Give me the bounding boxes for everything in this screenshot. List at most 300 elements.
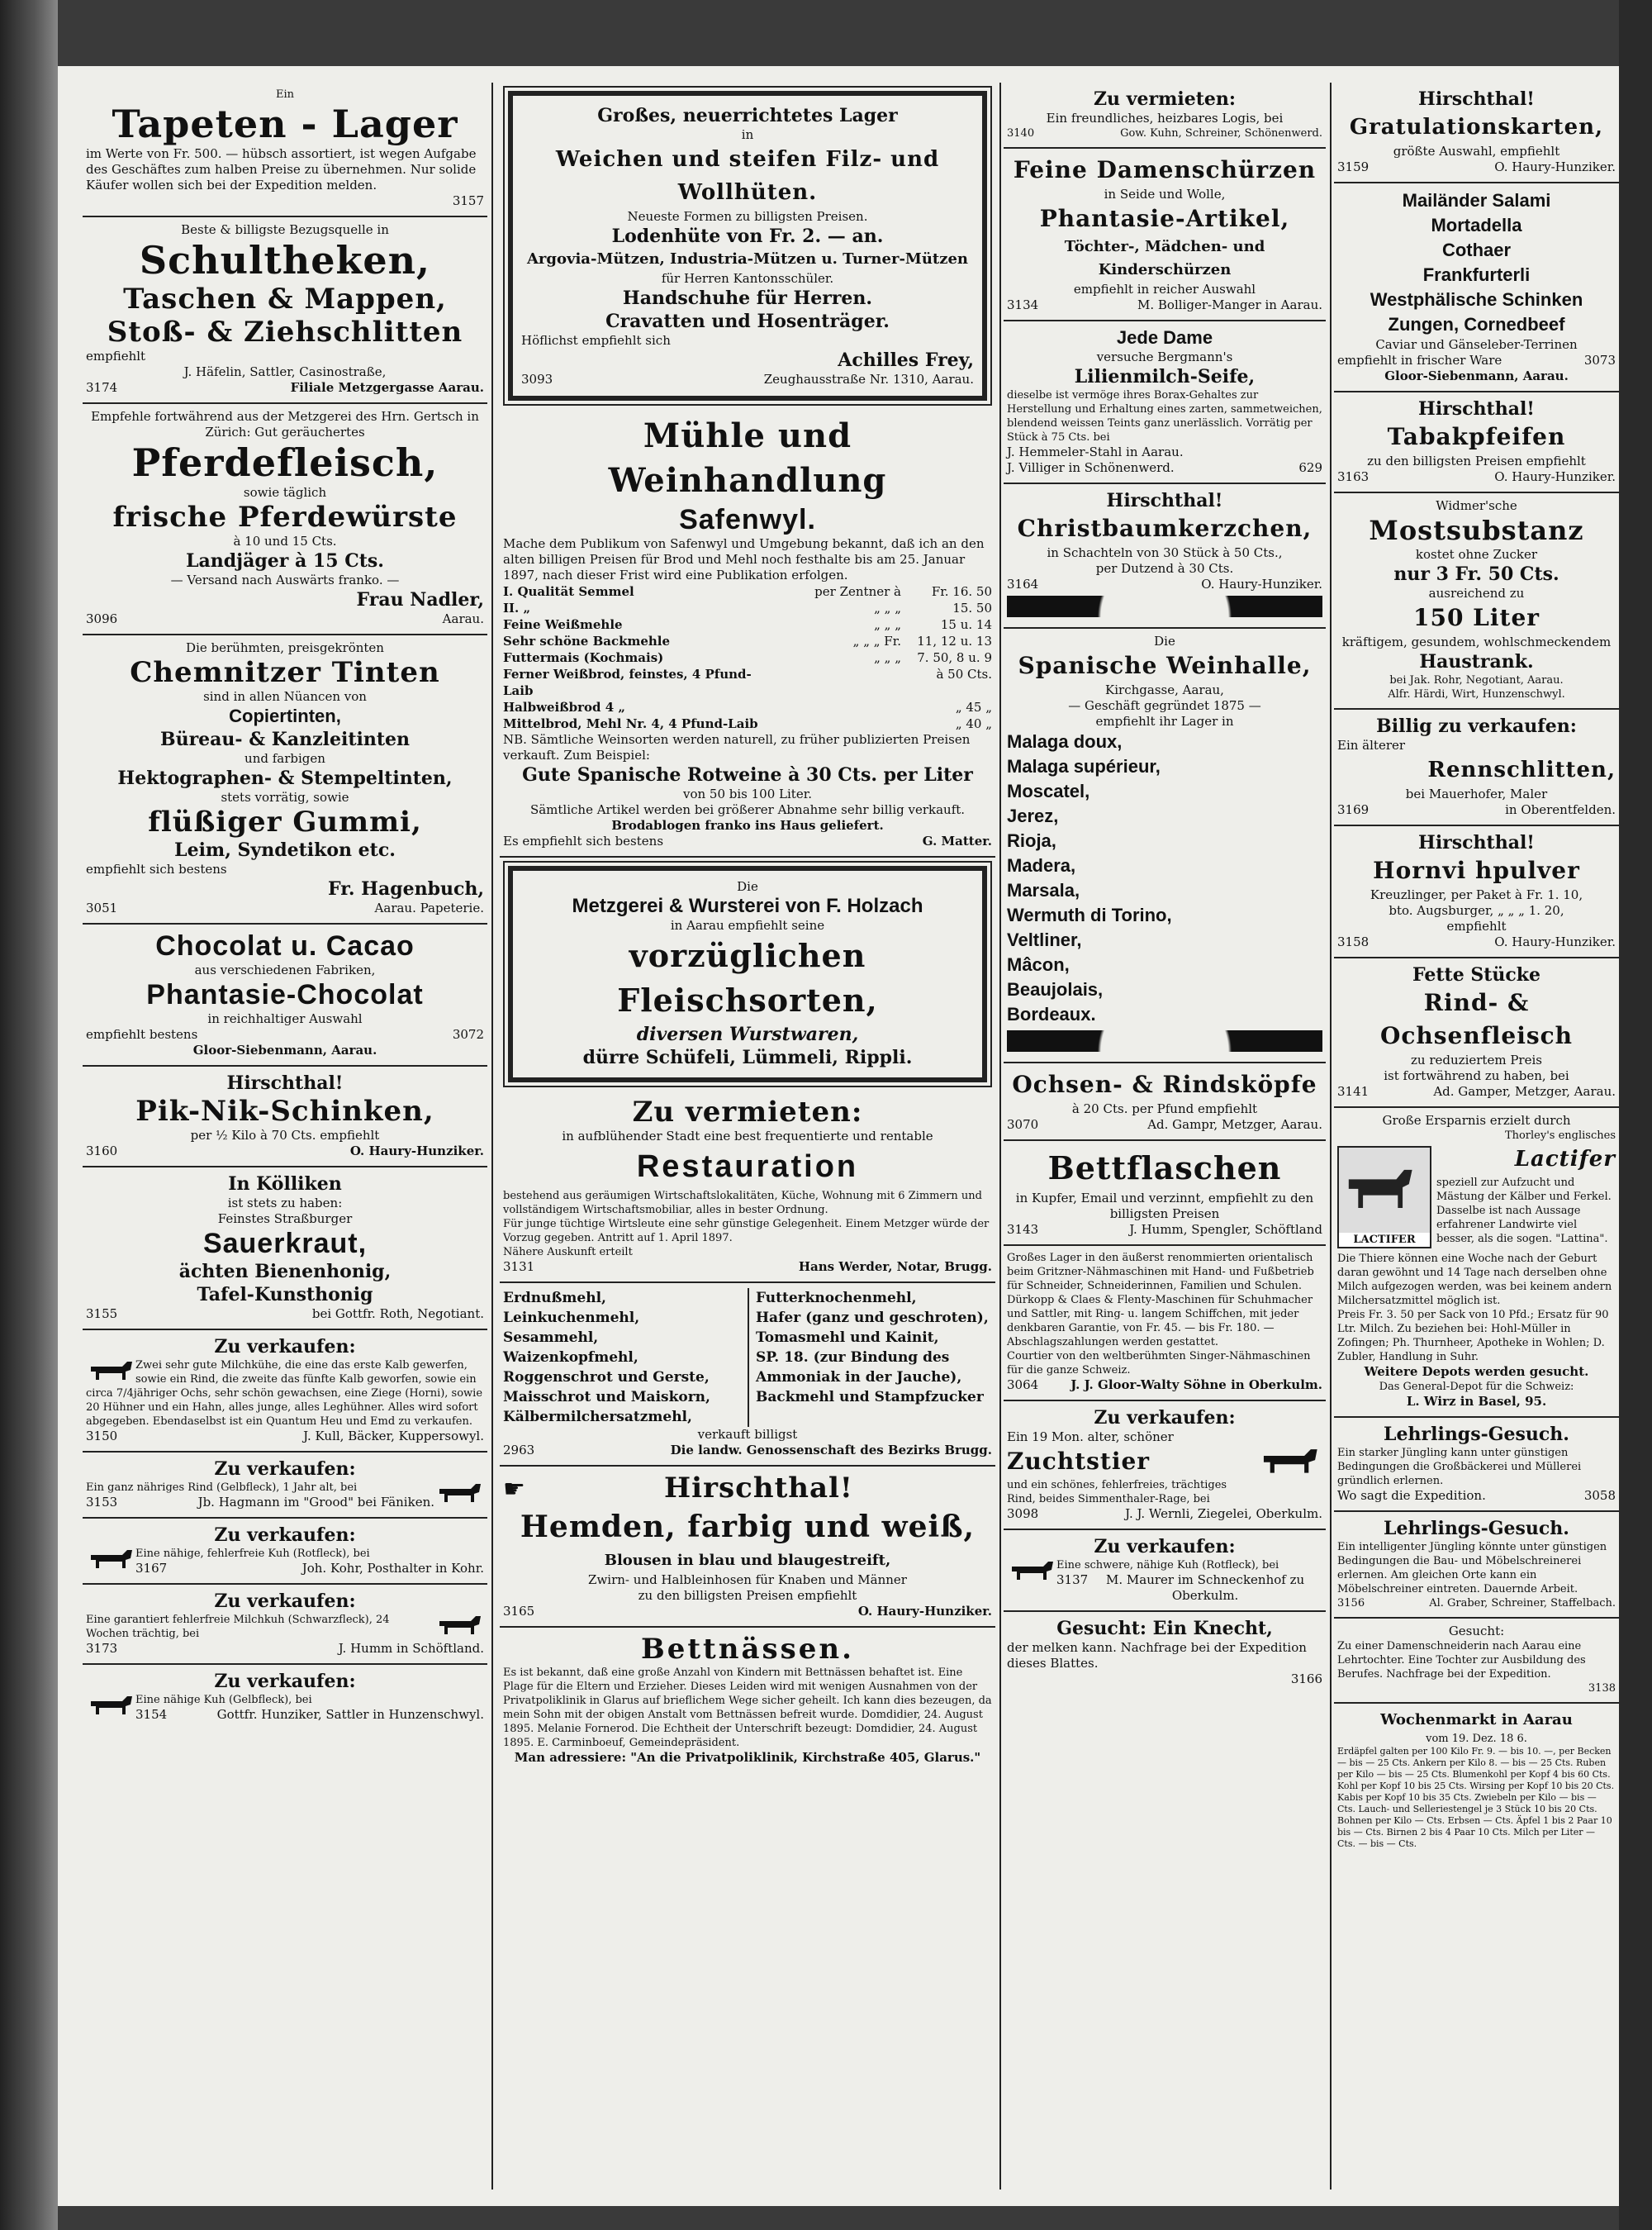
ad-schuerzen: [1004, 149, 1326, 321]
ad-text: aus verschiedenen Fabriken,: [194, 963, 376, 977]
ad-text: Ein freundliches, heizbares Logis, bei: [1046, 111, 1284, 126]
ad-text: Es ist bekannt, daß eine große Anzahl von Kindern mit Bettnässen behaftet ist. Eine Plage für die Eltern und Erzieher. Dieses Leiden wird mit wenigen Ausnahmen von der Privatpoliklinik in Glarus auf brieflichem Wege sicher geheilt. Ich kann dies bezeugen, da mein Sohn mit der obigen Anstalt vom Bettnässen befreit wurde. Domdidier, 24. August 1895. Melanie Fornerod. Die Echtheit der Unterschrift bezeugt: Domdidier, 24. August 1895. E. Carminboeuf, Gemeindepräsident.: [503, 1667, 992, 1749]
ad-title: Weichen und steifen Filz- und Wollhüten.: [555, 147, 940, 205]
ad-advertiser: G. Matter.: [922, 834, 992, 849]
list-item: Mailänder Salami: [1402, 190, 1551, 211]
ad-text: von 50 bis 100 Liter.: [682, 787, 812, 801]
ad-vermieten: [1004, 83, 1326, 149]
ad-text: empfiehlt sich bestens: [86, 862, 227, 877]
price-item: I. Qualität Semmel: [503, 584, 634, 599]
price-row: [503, 600, 992, 616]
ad-kicker: Gesucht:: [1448, 1624, 1505, 1638]
ad-text: Für junge tüchtige Wirtsleute eine sehr günstige Gelegenheit. Einem Metzger würde der Vorzug gegeben. Antritt auf 1. April 1897.: [503, 1218, 990, 1244]
cow-icon: [86, 1358, 135, 1386]
list-item: Wermuth di Torino,: [1007, 905, 1172, 925]
price-unit: per Zentner à: [814, 584, 901, 599]
price-price: Fr. 16. 50: [931, 584, 992, 599]
ad-text: stets vorrätig, sowie: [221, 790, 349, 805]
ad-advertiser: Frau Nadler,: [356, 589, 484, 611]
ad-text: Weitere Depots werden gesucht.: [1364, 1364, 1589, 1379]
price-item: Halbweißbrod 4 „: [503, 700, 626, 715]
ad-kicker: Hirschthal!: [664, 1472, 853, 1505]
ad-text: zu den billigsten Preisen empfiehlt: [1367, 454, 1586, 468]
ad-advertiser: J. Humm in Schöftland.: [338, 1641, 484, 1656]
ad-number: 3096: [86, 611, 118, 626]
ad-kicker: Hirschthal!: [1418, 88, 1535, 110]
ad-text: Es empfiehlt sich bestens: [503, 834, 664, 849]
ad-title: Feine Damenschürzen: [1013, 156, 1317, 183]
cow-icon: [86, 1693, 135, 1721]
page-edge: [1619, 0, 1652, 2230]
ad-text: Wo sagt die Expedition.: [1337, 1488, 1486, 1503]
ad-kicker: Fette Stücke: [1412, 964, 1541, 986]
ad-subtitle: Stoß- & Ziehschlitten: [107, 316, 463, 349]
ad-title: Pik-Nik-Schinken,: [135, 1095, 434, 1128]
ad-schinken: [83, 1067, 487, 1167]
price-price: 15 u. 14: [940, 617, 992, 632]
ad-number: 3156: [1337, 1597, 1365, 1609]
ad-lehrling-baeckerei: [1334, 1418, 1619, 1512]
ad-knecht: [1004, 1612, 1326, 1694]
ad-subtitle: Blousen in blau und blaugestreift,: [604, 1552, 891, 1569]
ad-number: 3159: [1337, 159, 1370, 174]
product-list: [1337, 188, 1616, 337]
ad-title: Ochsen- & Rindsköpfe: [1012, 1071, 1317, 1098]
column-rule: [999, 83, 1001, 2190]
price-unit: „ „ „: [874, 601, 901, 616]
ad-advertiser: Gloor-Siebenmann, Aarau.: [192, 1043, 377, 1058]
ad-advertiser: Alfr. Härdi, Wirt, Hunzenschwyl.: [1388, 688, 1565, 701]
ad-number: 3166: [1290, 1671, 1322, 1686]
ad-number: 3073: [1583, 353, 1616, 368]
ad-number: 3141: [1337, 1084, 1370, 1099]
ad-advertiser: O. Haury-Hunziker.: [857, 1604, 992, 1619]
list-item: Veltliner,: [1007, 930, 1082, 950]
ad-title: Hornvi hpulver: [1373, 857, 1580, 884]
ad-title: Pferdefleisch,: [131, 440, 439, 485]
ad-title: Phantasie-Artikel,: [1039, 205, 1290, 232]
ad-number: 3163: [1337, 469, 1370, 484]
ad-text: Empfehle fortwährend aus der Metzgerei des Hrn. Gertsch in Zürich: Gut geräuchertes: [91, 409, 479, 440]
ad-text: Feinstes Straßburger: [217, 1211, 353, 1226]
column-rule: [1330, 83, 1332, 2190]
ad-text: in reichhaltiger Auswahl: [207, 1011, 363, 1026]
list-item: Zungen, Cornedbeef: [1388, 314, 1565, 335]
ad-text: dieselbe ist vermöge ihres Borax-Gehaltes zur Herstellung und Erhaltung eines zarten, sammetweichen, blendend weissen Teints ganz unerlässlich. Vorrätig per Stück à 75 Cts. bei: [1007, 389, 1322, 444]
ad-advertiser: in Oberentfelden.: [1505, 802, 1616, 817]
price-unit: [769, 716, 901, 732]
ad-advertiser: L. Wirz in Basel, 95.: [1406, 1394, 1547, 1409]
cow-icon: [434, 1613, 484, 1641]
ad-restauration: [500, 1091, 995, 1283]
ad-advertiser: O. Haury-Hunziker.: [349, 1144, 484, 1158]
ad-text: sind in allen Nüancen von: [203, 689, 367, 704]
ad-number: 3169: [1337, 802, 1370, 817]
bull-icon: [1256, 1445, 1322, 1481]
product-list-left: [503, 1288, 739, 1427]
list-item: Jerez,: [1007, 806, 1059, 826]
ad-advertiser: J. Kull, Bäcker, Kuppersowyl.: [303, 1429, 484, 1443]
ad-number: 3143: [1007, 1222, 1039, 1237]
ad-subtitle: Töchter-, Mädchen- und Kinderschürzen: [1064, 238, 1265, 278]
ad-text: Großes Lager in den äußerst renommierten orientalisch beim Gritzner-Nähmaschinen mit Hand- und Fußbetrieb für Schneider, Schneiderinnen, Familien und Schulen. Dürkopp & Claes & Flenty-Maschinen für Schuhmacher und Sattler, mit Ring- u. langem Schiffchen, mit jeder denkbaren Garantie, von Fr. 45. — bis Fr. 180. — Abschlagszahlungen werden gestattet.: [1007, 1252, 1314, 1348]
price-row: [503, 649, 992, 666]
ad-kicker: Zu vermieten:: [632, 1096, 863, 1129]
ad-number: 3064: [1007, 1377, 1039, 1392]
ad-text: und ein schönes, fehlerfreies, trächtiges Rind, beides Simmenthaler-Rage, bei: [1007, 1479, 1227, 1505]
ad-title: Restauration: [636, 1149, 859, 1184]
ad-number: 3138: [1588, 1682, 1616, 1695]
ad-text: Ein älterer: [1337, 738, 1406, 753]
price-unit: [769, 666, 901, 699]
price-unit: „ „ „ Fr.: [852, 634, 901, 649]
list-item: Madera,: [1007, 855, 1076, 876]
ad-text: Höflichst empfiehlt sich: [521, 333, 671, 348]
ad-advertiser: Fr. Hagenbuch,: [328, 878, 484, 900]
ad-kicker: Beste & billigste Bezugsquelle in: [181, 222, 389, 237]
ad-subtitle: diversen Wurstwaren,: [636, 1024, 859, 1045]
ad-text: empfiehlt bestens: [86, 1027, 198, 1042]
ad-address: Aarau. Papeterie.: [374, 901, 484, 915]
ad-text: — Geschäft gegründet 1875 —: [1068, 698, 1261, 713]
ad-title: Gratulationskarten,: [1349, 115, 1604, 140]
ad-kicker: Die: [737, 879, 758, 894]
ad-text: Zwirn- und Halbleinhosen für Knaben und Männer: [588, 1572, 907, 1587]
ad-sale-milchkuh: [83, 1585, 487, 1665]
ornament-divider: [1007, 596, 1322, 617]
ad-kicker: Großes, neuerrichtetes Lager: [597, 105, 898, 126]
price-row: [503, 666, 992, 699]
ad-text: in Schachteln von 30 Stück à 50 Cts.,: [1047, 545, 1283, 560]
ad-advertiser: O. Haury-Hunziker.: [1494, 159, 1616, 174]
ad-text: Eine nähige Kuh (Gelbfleck), bei: [135, 1694, 312, 1706]
ad-subtitle: Argovia-Mützen, Industria-Mützen u. Turner-Mützen: [526, 250, 969, 268]
price-item: Ferner Weißbrod, feinstes, 4 Pfund-Laib: [503, 667, 752, 698]
wochenmarkt-report: [1334, 1704, 1619, 1857]
list-item: Rioja,: [1007, 830, 1056, 851]
ad-address: Aarau.: [442, 611, 484, 626]
ad-kuh-rotfleck: [1004, 1530, 1326, 1612]
pointing-hand-icon: ☛: [503, 1475, 525, 1504]
ad-advertiser: O. Haury-Hunziker.: [1494, 469, 1616, 484]
ad-number: 3072: [452, 1027, 484, 1042]
product-list-right: [748, 1288, 992, 1427]
ad-advertiser: J. J. Gloor-Walty Söhne in Oberkulm.: [1070, 1377, 1322, 1392]
ad-advertiser: Achilles Frey,: [838, 349, 974, 371]
price-item: Futtermais (Kochmais): [503, 650, 664, 665]
ad-text: Ein intelligenter Jüngling könnte unter günstigen Bedingungen die Bau- und Möbelschreinerei erlernen. Am gleichen Orte kann ein Möbelschreiner eintreten. Dauernde Arbeit.: [1337, 1541, 1607, 1595]
ad-kicker: Billig zu verkaufen:: [1376, 716, 1577, 737]
ad-advertiser: Joh. Kohr, Posthalter in Kohr.: [301, 1561, 484, 1576]
ad-kicker: Zu verkaufen:: [1094, 1536, 1236, 1557]
ad-title: Wochenmarkt in Aarau: [1380, 1711, 1573, 1728]
price-price: à 50 Cts.: [936, 667, 992, 682]
ad-text: zu reduziertem Preis: [1411, 1053, 1542, 1067]
ad-advertiser: Gloor-Siebenmann, Aarau.: [1384, 368, 1569, 383]
ad-text: bto. Augsburger, „ „ „ 1. 20,: [1389, 903, 1564, 918]
ad-subtitle: Taschen & Mappen,: [123, 283, 447, 316]
ad-text: sowie täglich: [243, 485, 327, 500]
ad-advertiser: J. J. Wernli, Ziegelei, Oberkulm.: [1125, 1506, 1322, 1521]
ad-text: NB. Sämtliche Weinsorten werden naturell, zu früher publizierten Preisen verkauft. Zum Beispiel:: [503, 732, 971, 763]
ad-fleisch: [1334, 958, 1619, 1108]
ad-number: 3164: [1007, 577, 1039, 592]
ad-text: der melken kann. Nachfrage bei der Expedition dieses Blattes.: [1007, 1640, 1307, 1671]
ad-text: Ein 19 Mon. alter, schöner: [1007, 1429, 1174, 1444]
ad-text: Mache dem Publikum von Safenwyl und Umgebung bekannt, daß ich an den alten billigen Preisen für Brod und Mehl noch festhalte bis am 25. Januar 1897, nach dieser Frist wird eine Publikation erfolgen.: [503, 536, 985, 582]
ad-advertiser: J. Humm, Spengler, Schöftland: [1129, 1222, 1322, 1237]
ad-title: Spanische Weinhalle,: [1018, 652, 1312, 679]
ad-text: größte Auswahl, empfiehlt: [1393, 144, 1560, 159]
ad-text: empfiehlt: [86, 349, 146, 364]
ad-pulver: [1334, 826, 1619, 958]
price-price: „ 40 „: [955, 716, 992, 731]
ad-advertiser: Gow. Kuhn, Schreiner, Schönenwerd.: [1120, 127, 1322, 140]
price-row: [503, 583, 992, 600]
ad-huete: [508, 91, 987, 401]
ad-number: 3160: [86, 1144, 118, 1158]
ad-text: Caviar und Gänseleber-Terrinen: [1375, 337, 1578, 352]
ad-kicker: Zu verkaufen:: [214, 1524, 356, 1546]
column-4: [1334, 83, 1619, 2190]
ad-number: 3155: [86, 1306, 118, 1321]
ad-number: 3173: [86, 1641, 118, 1656]
ad-sale-kuh-gelbfleck: [83, 1665, 487, 1729]
ad-schneiderin: [1334, 1619, 1619, 1704]
ad-text: Erdäpfel galten per 100 Kilo Fr. 9. — bis 10. —, per Becken — bis — 25 Cts. Ankern per Kilo 8. — bis — 25 Cts. Ruben per Kilo — bis — 25 Cts. Blumenkohl per Kopf 4 bis 60 Cts. Kohl per Kopf 10 bis 25 Cts. Wirsing per Kopf 10 bis 20 Cts. Kabis per Kopf 10 bis 35 Cts. Zwiebeln per Kilo — bis — Cts. Lauch- und Selleriestengel je 3 Stück 10 bis 20 Cts. Bohnen per Kilo — Cts. Erbsen — Cts. Äpfel 1 bis 2 Paar 10 bis — Cts. Birnen 2 bis 4 Paar 10 Cts. Milch per Liter — Cts. — bis — Cts.: [1337, 1746, 1615, 1849]
ad-text: und farbigen: [244, 751, 325, 766]
ad-advertiser: Al. Graber, Schreiner, Staffelbach.: [1429, 1597, 1616, 1609]
ad-muehle: [500, 409, 995, 858]
list-item: Erdnußmehl,: [503, 1290, 606, 1306]
ad-subtitle: Copiertinten,: [229, 706, 341, 726]
ad-advertiser: M. Maurer im Schneckenhof zu Oberkulm.: [1106, 1572, 1305, 1603]
ad-title: Tabakpfeifen: [1387, 423, 1566, 450]
ad-text: vom 19. Dez. 18 6.: [1426, 1733, 1527, 1745]
ad-title: Lehrlings-Gesuch.: [1384, 1424, 1569, 1445]
ad-title: Chocolat u. Cacao: [155, 930, 415, 962]
list-item: Hafer (ganz und geschroten),: [756, 1310, 989, 1326]
ad-kicker: Hirschthal!: [1106, 490, 1223, 511]
cow-icon: [434, 1481, 484, 1509]
list-item: Waizenkopfmehl,: [503, 1349, 638, 1366]
ad-number: 3134: [1007, 297, 1039, 312]
ad-number: 3157: [452, 193, 484, 208]
ad-text: in Seide und Wolle,: [1104, 187, 1226, 202]
list-item: Mortadella: [1431, 215, 1522, 235]
list-item: Beaujolais,: [1007, 979, 1104, 1000]
list-item: Marsala,: [1007, 880, 1080, 901]
ad-naehmaschinen: [1004, 1246, 1326, 1401]
ad-seife: [1004, 321, 1326, 484]
ad-subtitle: Landjäger à 15 Cts.: [186, 550, 384, 572]
ad-text: Eine schwere, nähige Kuh (Rotfleck), bei: [1056, 1559, 1279, 1571]
list-item: Futterknochenmehl,: [756, 1290, 917, 1306]
ad-text: versuche Bergmann's: [1096, 349, 1233, 364]
ad-subtitle: 150 Liter: [1412, 604, 1540, 631]
ad-karten: [1334, 83, 1619, 183]
ad-genossenschaft: [500, 1283, 995, 1467]
ad-advertiser: O. Haury-Hunziker.: [1201, 577, 1322, 592]
ad-advertiser: O. Haury-Hunziker.: [1494, 934, 1616, 949]
ad-kicker: In Kölliken: [228, 1173, 342, 1195]
ad-subtitle: Gute Spanische Rotweine à 30 Cts. per Liter: [522, 764, 973, 786]
price-unit: „ „ „: [874, 650, 901, 665]
ad-metzgerei: [508, 866, 987, 1082]
ad-title: Christbaumkerzchen,: [1017, 515, 1313, 542]
ad-text: Preis Fr. 3. 50 per Sack von 10 Pfd.; Ersatz für 90 Ltr. Milch. Zu beziehen bei: Hohl-Müller in Zofingen; Ph. Thurnheer, Apotheke in Wohlen; D. Zubler, Handlung in Suhr.: [1337, 1309, 1609, 1363]
ad-advertiser: Hans Werder, Notar, Brugg.: [798, 1259, 992, 1274]
ad-subtitle: frische Pferdewürste: [112, 501, 458, 534]
ad-kicker: Zu verkaufen:: [214, 1590, 356, 1612]
ad-advertiser: bei Gottfr. Roth, Negotiant.: [311, 1306, 484, 1321]
ad-kicker: Zu verkaufen:: [214, 1336, 356, 1357]
price-row: [503, 699, 992, 716]
cow-icon: [1007, 1558, 1056, 1586]
ad-title: Rennschlitten,: [1427, 758, 1616, 782]
ad-subtitle: Handschuhe für Herren.: [622, 288, 873, 309]
lactifer-label: LACTIFER: [1339, 1233, 1430, 1247]
ad-text: in: [741, 127, 754, 142]
list-item: Malaga doux,: [1007, 731, 1123, 752]
ad-bettnaessen: [500, 1628, 995, 1772]
list-item: Mâcon,: [1007, 954, 1070, 975]
ad-title: Rind- & Ochsenfleisch: [1379, 989, 1574, 1049]
ad-text: in Kupfer, Email und verzinnt, empfiehlt zu den billigsten Preisen: [1015, 1191, 1314, 1221]
ad-schlitten: [1334, 710, 1619, 826]
ad-weinhalle: [1004, 629, 1326, 1063]
ad-subtitle: Leim, Syndetikon etc.: [174, 839, 396, 861]
ad-price: nur 3 Fr. 50 Cts.: [1393, 563, 1559, 585]
ad-text: Thorley's englisches: [1504, 1129, 1616, 1142]
ad-sale-kuh: [83, 1519, 487, 1585]
ad-subtitle: Cravatten und Hosenträger.: [605, 311, 890, 332]
column-2: [500, 83, 995, 2190]
ad-title: Schultheken,: [139, 238, 431, 283]
list-item: Westphälische Schinken: [1370, 289, 1583, 310]
price-item: II. „: [503, 601, 531, 616]
ad-number: 3153: [86, 1495, 118, 1510]
price-row: [503, 716, 992, 732]
ad-text: Brodablogen franko ins Haus geliefert.: [611, 818, 884, 833]
list-item: Malaga supérieur,: [1007, 756, 1161, 777]
ad-title: Lactifer: [1514, 1147, 1616, 1172]
ad-subtitle: Büreau- & Kanzleitinten: [160, 729, 410, 750]
ad-advertiser: Ad. Gamper, Metzger, Aarau.: [1433, 1084, 1616, 1099]
ad-title: vorzüglichen Fleischsorten,: [617, 937, 878, 1019]
ad-kerzen: [1004, 484, 1326, 629]
ad-salami: [1334, 183, 1619, 392]
ad-title: Gesucht: Ein Knecht,: [1056, 1618, 1273, 1639]
ad-number: 3137: [1056, 1572, 1089, 1587]
ad-number: 629: [1298, 460, 1322, 475]
ad-text: Eine nähige, fehlerfreie Kuh (Rotfleck), bei: [135, 1548, 370, 1560]
price-price: 15. 50: [952, 601, 992, 616]
price-row: [503, 616, 992, 633]
ad-sauerkraut: [83, 1167, 487, 1330]
ad-text: für Herren Kantonsschüler.: [661, 271, 834, 286]
price-price: 7. 50, 8 u. 9: [917, 650, 992, 665]
price-price: „ 45 „: [955, 700, 992, 715]
ad-kicker: Die: [1154, 634, 1175, 649]
ad-pfeifen: [1334, 392, 1619, 493]
ad-text: empfiehlt in frischer Ware: [1337, 353, 1502, 368]
ad-text: im Werte von Fr. 500. — hübsch assortiert, ist wegen Aufgabe des Geschäftes zum halben Preise zu übernehmen. Nur solide Käufer wollen sich bei der Expedition melden.: [86, 146, 477, 193]
column-1: [83, 83, 487, 2190]
ad-number: 3093: [521, 372, 553, 387]
ad-text: Das General-Depot für die Schweiz:: [1379, 1381, 1574, 1393]
list-item: Bordeaux.: [1007, 1004, 1096, 1025]
ad-kicker: Ein: [275, 88, 295, 101]
ad-text: ist fortwährend zu haben, bei: [1384, 1068, 1569, 1083]
book-spine: [0, 0, 58, 2230]
ad-address: Zeughausstraße Nr. 1310, Aarau.: [763, 372, 974, 387]
ad-text: Ein ganz nähriges Rind (Gelbfleck), 1 Jahr alt, bei: [86, 1481, 358, 1494]
ad-text: à 20 Cts. per Pfund empfiehlt: [1071, 1101, 1258, 1116]
ad-text: Sämtliche Artikel werden bei größerer Abnahme sehr billig verkauft.: [529, 802, 966, 817]
list-item: Backmehl und Stampfzucker: [756, 1389, 984, 1405]
ad-subtitle: Lodenhüte von Fr. 2. — an.: [611, 226, 884, 247]
ad-title: Mostsubstanz: [1369, 515, 1584, 546]
ad-subtitle: Hektographen- & Stempeltinten,: [117, 768, 453, 789]
ad-kicker: Zu verkaufen:: [1094, 1407, 1236, 1429]
ad-address: Man adressiere: "An die Privatpoliklinik, Kirchstraße 405, Glarus.": [514, 1750, 981, 1765]
ad-advertiser: J. Villiger in Schönenwerd.: [1007, 460, 1175, 475]
ad-title: Tapeten - Lager: [112, 102, 458, 146]
list-item: Maisschrot und Maiskorn,: [503, 1389, 710, 1405]
ad-text: — Versand nach Auswärts franko. —: [170, 573, 400, 587]
ad-text: verkauft billigst: [697, 1427, 798, 1442]
price-item: Sehr schöne Backmehle: [503, 634, 671, 649]
ad-text: ausreichend zu: [1428, 586, 1525, 601]
ad-text: Neueste Formen zu billigsten Preisen.: [627, 209, 868, 224]
ad-bettflaschen: [1004, 1141, 1326, 1246]
list-item: Leinkuchenmehl,: [503, 1310, 640, 1326]
ad-text: kostet ohne Zucker: [1415, 547, 1538, 562]
ad-text: bestehend aus geräumigen Wirtschaftslokalitäten, Küche, Wohnung mit 6 Zimmern und vollständigem Wirtschaftsmobiliar, alles in bester Ordnung.: [503, 1190, 982, 1216]
ad-zuchtstier: [1004, 1401, 1326, 1530]
ad-text: empfiehlt: [1446, 919, 1507, 934]
list-item: Cothaer: [1441, 240, 1512, 260]
ad-text: Die Thiere können eine Woche nach der Geburt daran gewöhnt und 14 Tage nach derselben ohne Milch aufgezogen werden, was bei keinem andern Milchersatzmittel möglich ist.: [1337, 1253, 1612, 1307]
ad-number: 3154: [135, 1707, 168, 1722]
ad-title: Bettflaschen: [1047, 1149, 1282, 1186]
ad-number: 3140: [1007, 127, 1035, 140]
list-item: Sesammehl,: [503, 1329, 599, 1346]
ad-tinten: [83, 635, 487, 925]
ad-sale-rind: [83, 1453, 487, 1519]
ad-address: Filiale Metzgergasse Aarau.: [290, 380, 484, 395]
ad-text: Zu einer Damenschneiderin nach Aarau eine Lehrtochter. Eine Tochter zur Ausbildung des Berufes. Nachfrage bei der Expedition.: [1337, 1640, 1586, 1681]
ad-kicker: Zu verkaufen:: [214, 1671, 356, 1692]
list-item: Tomasmehl und Kainit,: [756, 1329, 939, 1346]
ad-text: empfiehlt in reicher Auswahl: [1073, 282, 1256, 297]
ad-number: 3070: [1007, 1117, 1039, 1132]
ad-advertiser: Ad. Gampr, Metzger, Aarau.: [1147, 1117, 1322, 1132]
ad-pferdefleisch: [83, 404, 487, 635]
ad-title: Zuchtstier: [1007, 1448, 1151, 1475]
ad-text: Courtier von den weltberühmten Singer-Nähmaschinen für die ganze Schweiz.: [1007, 1350, 1311, 1377]
list-item: SP. 18. (zur Bindung des Ammoniak in der Jauche),: [756, 1349, 962, 1386]
ad-subtitle: Tafel-Kunsthonig: [197, 1284, 373, 1305]
ad-title: Bettnässen.: [640, 1633, 854, 1666]
ad-number: 3131: [503, 1259, 535, 1274]
ad-title: Metzgerei & Wursterei von F. Holzach: [572, 895, 923, 917]
ad-text: Kirchgasse, Aarau,: [1105, 682, 1224, 697]
price-item: Mittelbrod, Mehl Nr. 4, 4 Pfund-Laib: [503, 716, 758, 731]
list-item: Roggenschrot und Gerste,: [503, 1369, 710, 1386]
ad-schultheken: [83, 217, 487, 404]
